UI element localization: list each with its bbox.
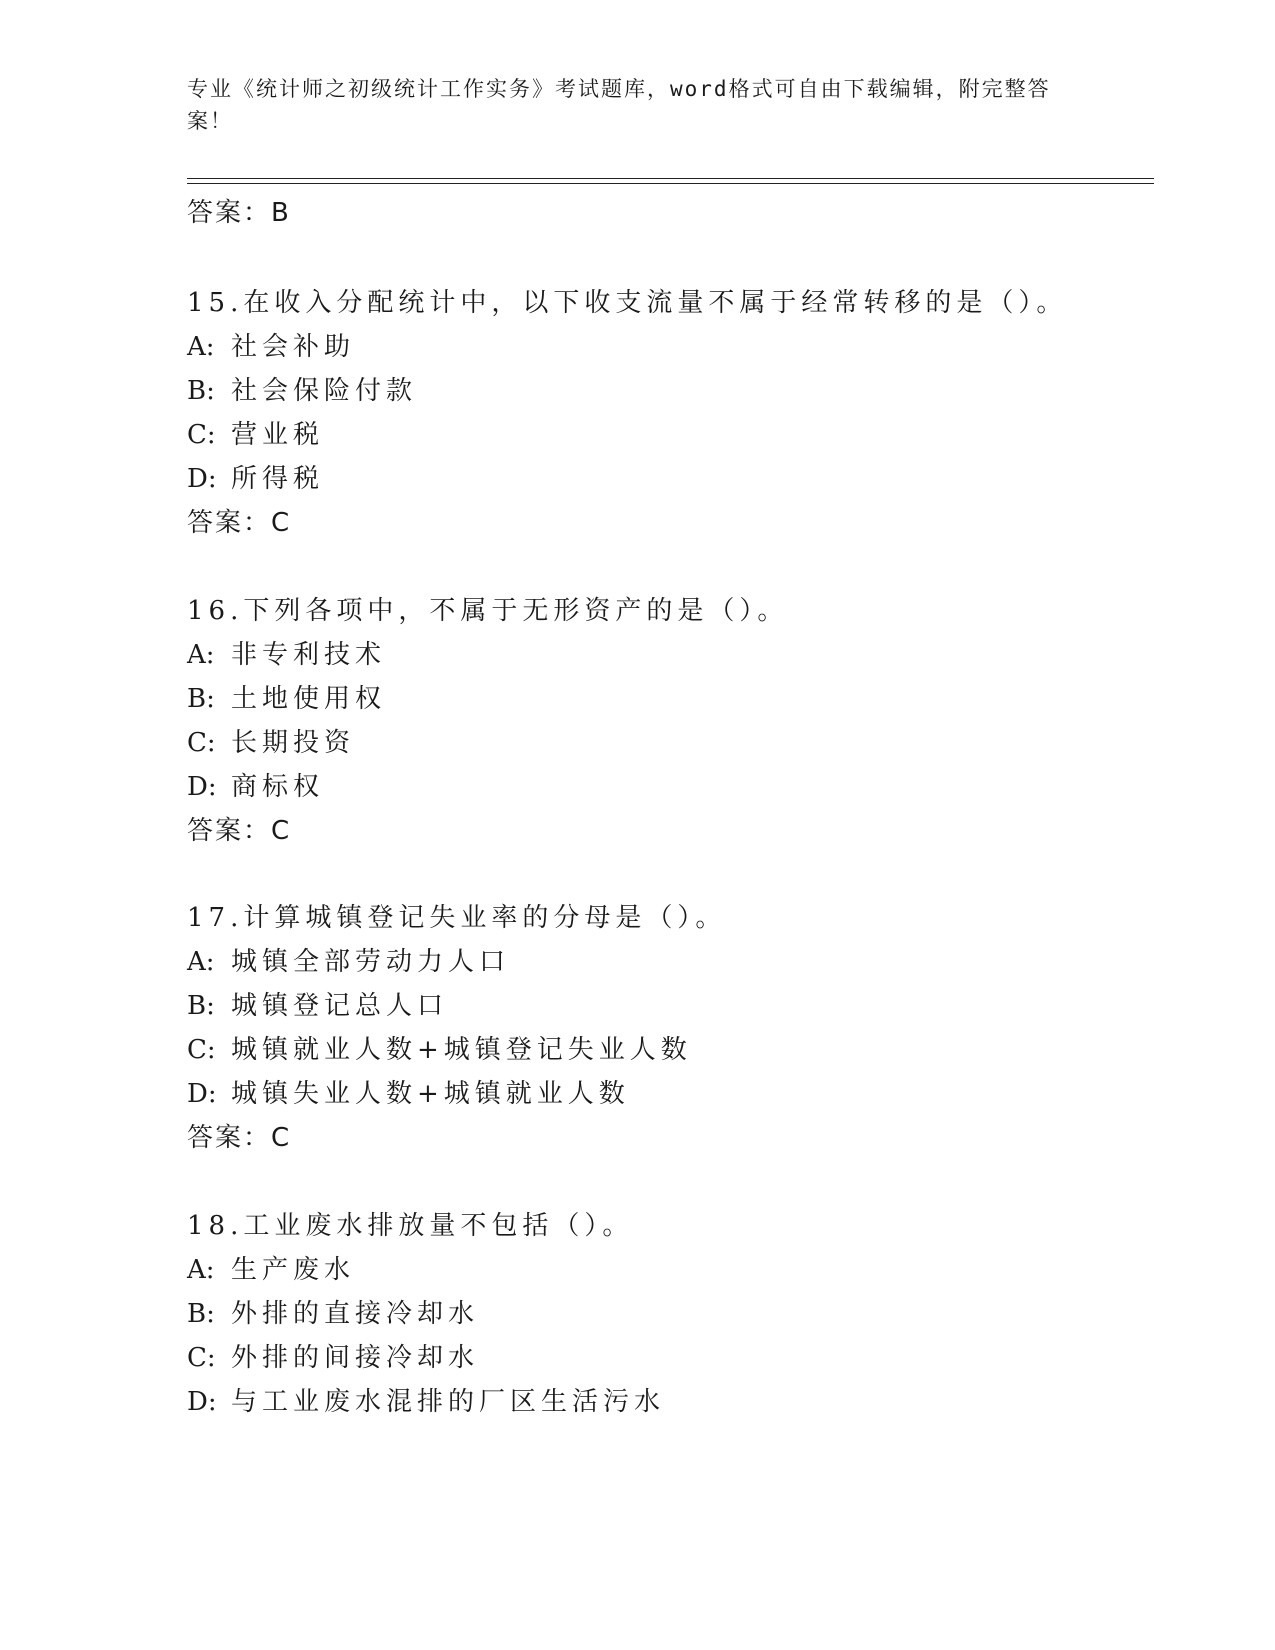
option-text: 营业税 xyxy=(231,420,325,450)
option-key: D: xyxy=(187,1079,217,1109)
option-key: D: xyxy=(187,1387,217,1417)
option-text: 社会保险付款 xyxy=(231,376,418,406)
option-text: 土地使用权 xyxy=(231,684,387,714)
question-16-answer: 答案：C xyxy=(187,816,292,846)
header-rule-top xyxy=(187,178,1154,179)
option-text: 社会补助 xyxy=(231,332,356,362)
document-header: 专业《统计师之初级统计工作实务》考试题库，word格式可自由下载编辑，附完整答案！ xyxy=(187,77,1051,133)
question-18-stem: 18.工业废水排放量不包括（）。 xyxy=(187,1211,634,1241)
question-16-option-d xyxy=(187,766,324,803)
question-18-option-d xyxy=(187,1381,665,1418)
question-15-answer: 答案：C xyxy=(187,508,292,538)
option-key: B: xyxy=(187,684,215,714)
option-text: 商标权 xyxy=(231,772,325,802)
option-key: C: xyxy=(187,1035,216,1065)
question-15-stem: 15.在收入分配统计中，以下收支流量不属于经常转移的是（）。 xyxy=(187,288,1068,318)
option-text: 外排的间接冷却水 xyxy=(231,1343,480,1373)
option-text: 生产废水 xyxy=(231,1255,356,1285)
option-key: B: xyxy=(187,1299,215,1329)
option-key: B: xyxy=(187,376,215,406)
question-16-stem: 16.下列各项中，不属于无形资产的是（）。 xyxy=(187,596,789,626)
option-text: 长期投资 xyxy=(231,728,356,758)
header-rule-bottom xyxy=(187,183,1154,184)
option-key: A: xyxy=(187,332,215,362)
option-key: A: xyxy=(187,947,215,977)
option-key: D: xyxy=(187,772,217,802)
option-text: 城镇失业人数+城镇就业人数 xyxy=(231,1079,630,1109)
option-key: B: xyxy=(187,991,215,1021)
option-key: D: xyxy=(187,464,217,494)
question-17-option-b xyxy=(187,985,448,1022)
option-text: 非专利技术 xyxy=(231,640,387,670)
question-15-option-b xyxy=(187,370,417,407)
question-18-option-b xyxy=(187,1293,479,1330)
question-17-option-a xyxy=(187,941,510,978)
question-15-option-d xyxy=(187,458,324,495)
option-text: 城镇就业人数+城镇登记失业人数 xyxy=(231,1035,692,1065)
option-key: A: xyxy=(187,1255,215,1285)
question-17-option-c xyxy=(187,1029,692,1066)
option-key: C: xyxy=(187,728,216,758)
answer-previous: 答案：B xyxy=(187,198,291,228)
question-15-option-c xyxy=(187,414,324,451)
question-18-option-c xyxy=(187,1337,479,1374)
question-17-answer: 答案：C xyxy=(187,1123,292,1153)
question-17-option-d xyxy=(187,1073,630,1110)
option-text: 所得税 xyxy=(231,464,325,494)
question-17-stem: 17.计算城镇登记失业率的分母是（）。 xyxy=(187,903,727,933)
question-16-option-a xyxy=(187,634,386,671)
question-18-option-a xyxy=(187,1249,355,1286)
option-text: 城镇登记总人口 xyxy=(231,991,449,1021)
option-key: C: xyxy=(187,420,216,450)
option-key: C: xyxy=(187,1343,216,1373)
question-16-option-c xyxy=(187,722,355,759)
option-text: 与工业废水混排的厂区生活污水 xyxy=(231,1387,666,1417)
question-15-option-a xyxy=(187,326,355,363)
option-text: 城镇全部劳动力人口 xyxy=(231,947,511,977)
question-16-option-b xyxy=(187,678,386,715)
option-text: 外排的直接冷却水 xyxy=(231,1299,480,1329)
option-key: A: xyxy=(187,640,215,670)
